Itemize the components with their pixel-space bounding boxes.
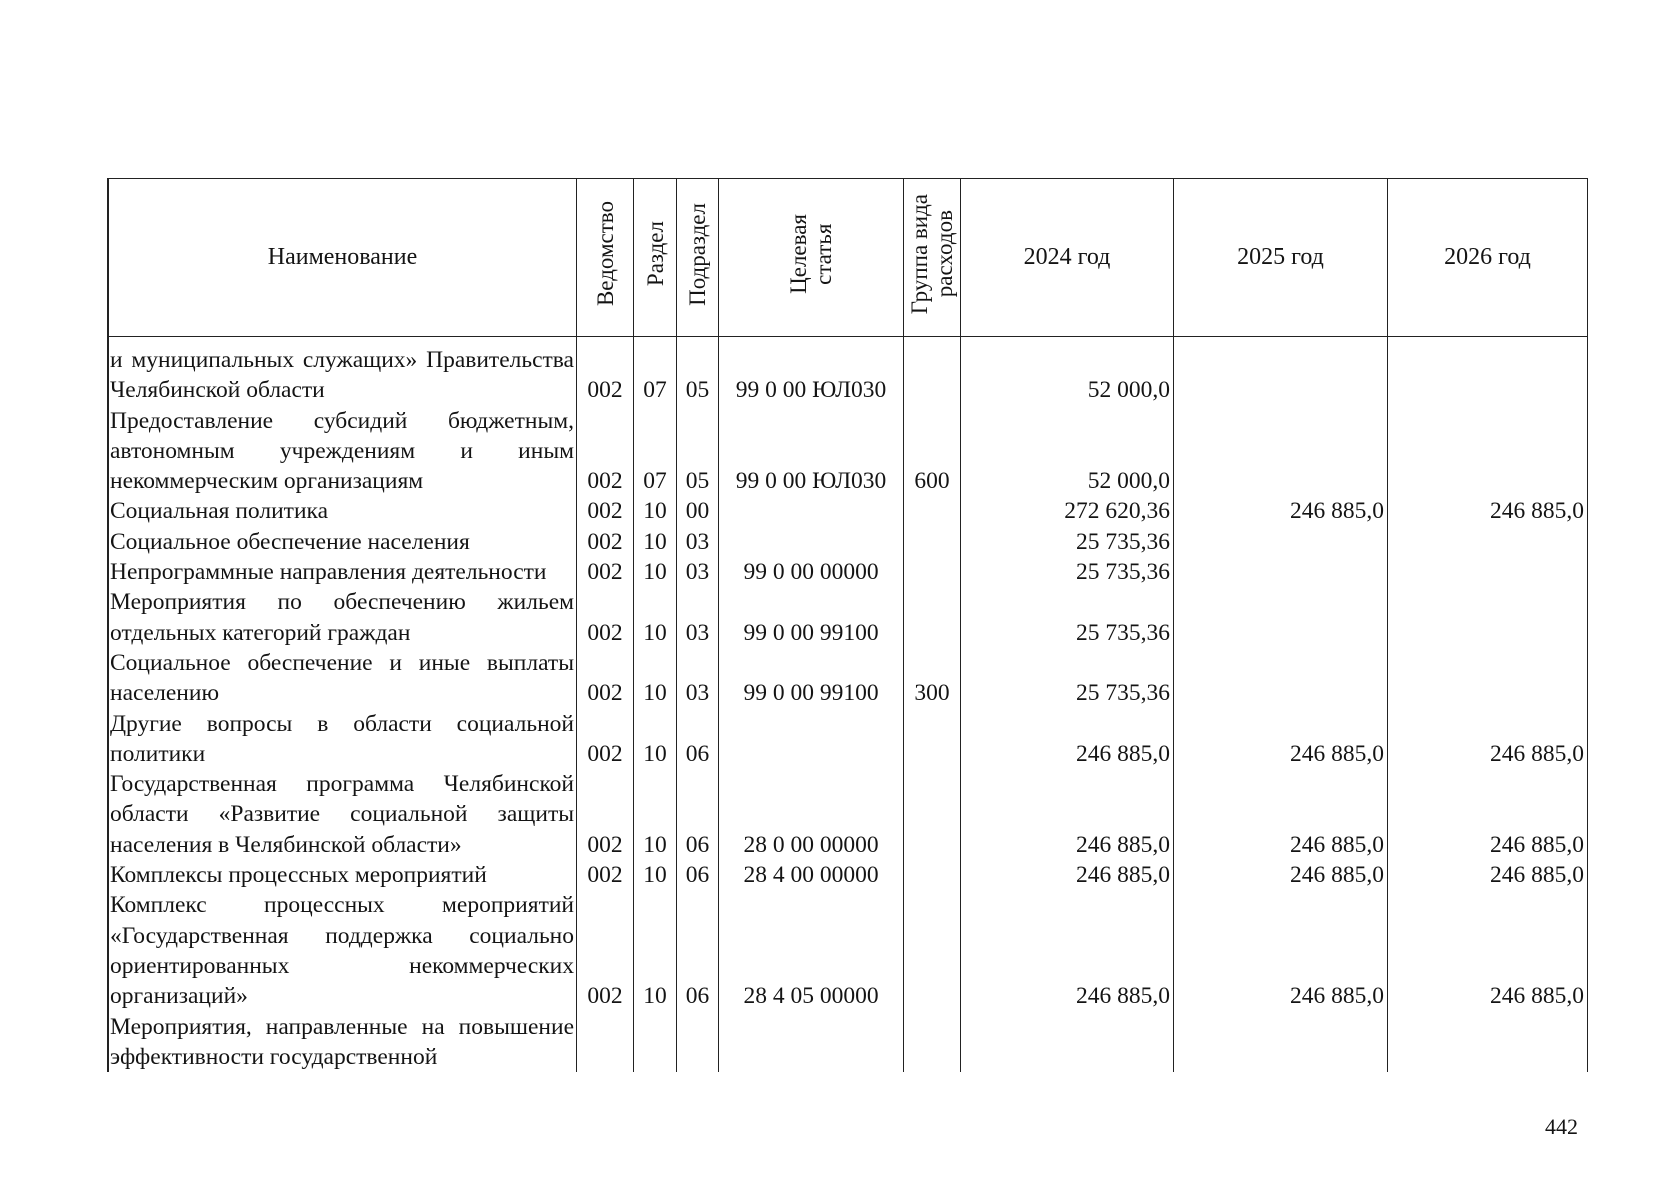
cell-department: 002 xyxy=(577,709,634,770)
cell-section: 10 xyxy=(634,709,677,770)
table-row xyxy=(109,496,1588,526)
cell-target-article: 99 0 00 99100 xyxy=(719,587,904,648)
cell-section: 10 xyxy=(634,557,677,587)
cell-year-2025 xyxy=(1174,406,1388,497)
table-row xyxy=(109,587,1588,648)
cell-section: 10 xyxy=(634,587,677,648)
cell-year-2024: 246 885,0 xyxy=(961,890,1174,1011)
cell-year-2025: 246 885,0 xyxy=(1174,709,1388,770)
cell-year-2026: 246 885,0 xyxy=(1388,890,1588,1011)
cell-expense-group xyxy=(904,860,961,890)
header-target-article: Целевая статья xyxy=(719,179,904,337)
cell-name: Мероприятия по обеспечению жильем отдельных категорий граждан xyxy=(109,587,577,648)
header-name: Наименование xyxy=(109,179,577,337)
header-expense-group: Группа вида расходов xyxy=(904,179,961,337)
cell-name: Непрограммные направления деятельности xyxy=(109,557,577,587)
cell-year-2025: 246 885,0 xyxy=(1174,769,1388,860)
cell-name: и муниципальных служащих» Правительства Челябинской области xyxy=(109,345,577,406)
cell-expense-group xyxy=(904,345,961,406)
header-subsection: Подраздел xyxy=(677,179,719,337)
cell-expense-group xyxy=(904,890,961,1011)
cell-year-2026 xyxy=(1388,345,1588,406)
cell-department: 002 xyxy=(577,860,634,890)
table-row xyxy=(109,345,1588,406)
cell-year-2026: 246 885,0 xyxy=(1388,709,1588,770)
cell-year-2024: 25 735,36 xyxy=(961,648,1174,709)
cell-year-2024: 25 735,36 xyxy=(961,587,1174,648)
cell-department: 002 xyxy=(577,648,634,709)
cell-year-2024: 25 735,36 xyxy=(961,557,1174,587)
cell-department xyxy=(577,1012,634,1073)
table-row xyxy=(109,406,1588,497)
cell-expense-group xyxy=(904,769,961,860)
cell-expense-group: 300 xyxy=(904,648,961,709)
cell-year-2024: 52 000,0 xyxy=(961,345,1174,406)
cell-year-2026: 246 885,0 xyxy=(1388,860,1588,890)
cell-subsection: 00 xyxy=(677,496,719,526)
page-number: 442 xyxy=(1545,1114,1578,1139)
cell-expense-group xyxy=(904,496,961,526)
cell-target-article: 99 0 00 00000 xyxy=(719,557,904,587)
table-row xyxy=(109,648,1588,709)
cell-section: 10 xyxy=(634,648,677,709)
cell-department: 002 xyxy=(577,527,634,557)
cell-expense-group xyxy=(904,587,961,648)
cell-year-2025 xyxy=(1174,648,1388,709)
table-row xyxy=(109,860,1588,890)
cell-year-2025: 246 885,0 xyxy=(1174,890,1388,1011)
cell-department: 002 xyxy=(577,496,634,526)
cell-expense-group xyxy=(904,1012,961,1073)
cell-year-2026 xyxy=(1388,527,1588,557)
cell-year-2024: 52 000,0 xyxy=(961,406,1174,497)
table-row xyxy=(109,557,1588,587)
cell-section: 10 xyxy=(634,496,677,526)
header-year-2025: 2025 год xyxy=(1174,179,1388,337)
cell-target-article: 28 0 00 00000 xyxy=(719,769,904,860)
cell-subsection: 05 xyxy=(677,345,719,406)
cell-subsection: 03 xyxy=(677,557,719,587)
cell-subsection: 03 xyxy=(677,527,719,557)
cell-year-2024: 246 885,0 xyxy=(961,860,1174,890)
cell-subsection: 06 xyxy=(677,890,719,1011)
cell-expense-group xyxy=(904,709,961,770)
cell-expense-group: 600 xyxy=(904,406,961,497)
cell-department: 002 xyxy=(577,587,634,648)
cell-target-article: 99 0 00 ЮЛ030 xyxy=(719,345,904,406)
budget-table xyxy=(108,178,1588,1072)
cell-department: 002 xyxy=(577,345,634,406)
table-header-row xyxy=(109,179,1588,337)
cell-subsection: 06 xyxy=(677,769,719,860)
cell-year-2025 xyxy=(1174,345,1388,406)
cell-year-2026 xyxy=(1388,648,1588,709)
cell-target-article xyxy=(719,527,904,557)
cell-year-2024: 246 885,0 xyxy=(961,709,1174,770)
cell-year-2026 xyxy=(1388,1012,1588,1073)
cell-name: Государственная программа Челябинской области «Развитие социальной защиты населения в Челябинской области» xyxy=(109,769,577,860)
cell-name: Социальное обеспечение и иные выплаты населению xyxy=(109,648,577,709)
cell-year-2025 xyxy=(1174,557,1388,587)
cell-section: 07 xyxy=(634,406,677,497)
cell-year-2025 xyxy=(1174,587,1388,648)
cell-year-2025 xyxy=(1174,1012,1388,1073)
cell-department: 002 xyxy=(577,406,634,497)
cell-section xyxy=(634,1012,677,1073)
cell-year-2025: 246 885,0 xyxy=(1174,496,1388,526)
cell-name: Комплекс процессных мероприятий «Государственная поддержка социально ориентированных некоммерческих организаций» xyxy=(109,890,577,1011)
cell-year-2024: 25 735,36 xyxy=(961,527,1174,557)
cell-target-article xyxy=(719,1012,904,1073)
cell-target-article: 28 4 00 00000 xyxy=(719,860,904,890)
cell-name: Социальная политика xyxy=(109,496,577,526)
budget-table-container xyxy=(107,178,1588,1072)
cell-expense-group xyxy=(904,557,961,587)
table-row xyxy=(109,769,1588,860)
cell-section: 10 xyxy=(634,890,677,1011)
header-year-2026: 2026 год xyxy=(1388,179,1588,337)
cell-subsection: 03 xyxy=(677,587,719,648)
cell-name: Комплексы процессных мероприятий xyxy=(109,860,577,890)
table-row xyxy=(109,527,1588,557)
cell-department: 002 xyxy=(577,890,634,1011)
cell-name: Предоставление субсидий бюджетным, автономным учреждениям и иным некоммерческим организациям xyxy=(109,406,577,497)
table-row xyxy=(109,890,1588,1011)
table-body xyxy=(109,337,1588,1073)
cell-name: Мероприятия, направленные на повышение эффективности государственной xyxy=(109,1012,577,1073)
cell-year-2026: 246 885,0 xyxy=(1388,496,1588,526)
cell-target-article xyxy=(719,709,904,770)
cell-name: Другие вопросы в области социальной политики xyxy=(109,709,577,770)
cell-target-article xyxy=(719,496,904,526)
cell-expense-group xyxy=(904,527,961,557)
cell-name: Социальное обеспечение населения xyxy=(109,527,577,557)
cell-subsection: 03 xyxy=(677,648,719,709)
header-department: Ведомство xyxy=(577,179,634,337)
cell-target-article: 99 0 00 ЮЛ030 xyxy=(719,406,904,497)
cell-subsection: 05 xyxy=(677,406,719,497)
cell-department: 002 xyxy=(577,557,634,587)
table-spacer-row xyxy=(109,337,1588,346)
cell-target-article: 99 0 00 99100 xyxy=(719,648,904,709)
cell-target-article: 28 4 05 00000 xyxy=(719,890,904,1011)
cell-year-2024: 246 885,0 xyxy=(961,769,1174,860)
cell-subsection: 06 xyxy=(677,709,719,770)
table-row xyxy=(109,709,1588,770)
cell-year-2024: 272 620,36 xyxy=(961,496,1174,526)
cell-year-2026: 246 885,0 xyxy=(1388,769,1588,860)
cell-section: 10 xyxy=(634,769,677,860)
cell-section: 07 xyxy=(634,345,677,406)
cell-year-2025 xyxy=(1174,527,1388,557)
cell-year-2026 xyxy=(1388,406,1588,497)
header-section: Раздел xyxy=(634,179,677,337)
cell-section: 10 xyxy=(634,860,677,890)
cell-subsection: 06 xyxy=(677,860,719,890)
cell-year-2026 xyxy=(1388,587,1588,648)
table-row xyxy=(109,1012,1588,1073)
header-year-2024: 2024 год xyxy=(961,179,1174,337)
cell-section: 10 xyxy=(634,527,677,557)
cell-year-2025: 246 885,0 xyxy=(1174,860,1388,890)
cell-subsection xyxy=(677,1012,719,1073)
cell-department: 002 xyxy=(577,769,634,860)
cell-year-2024 xyxy=(961,1012,1174,1073)
cell-year-2026 xyxy=(1388,557,1588,587)
